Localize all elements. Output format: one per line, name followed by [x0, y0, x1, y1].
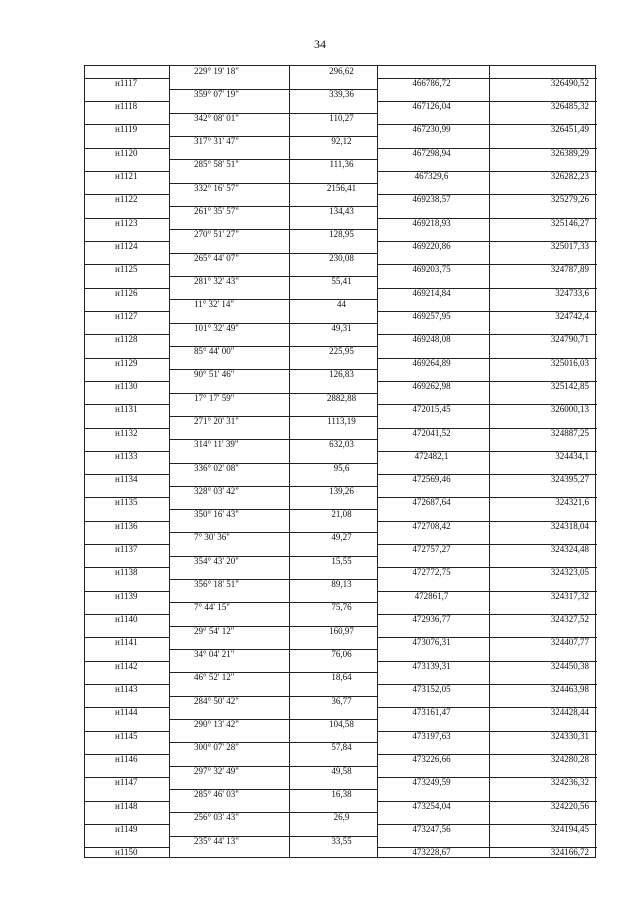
segment-distance: 76,06 — [331, 649, 352, 660]
point-name: н1139 — [115, 590, 138, 601]
y-coordinate: 324166,72 — [550, 847, 589, 858]
x-coordinate: 473197,63 — [412, 730, 451, 741]
segment-distance: 296,62 — [329, 66, 354, 76]
segment-angle: 270° 51' 27" — [194, 229, 239, 240]
x-coordinate: 472041,52 — [412, 427, 451, 438]
y-coordinate: 326000,13 — [550, 404, 589, 415]
segment-distance: 75,76 — [331, 602, 352, 613]
y-coordinate: 325279,26 — [550, 194, 589, 205]
y-coordinate: 326451,49 — [550, 124, 589, 135]
y-coordinate: 324742,4 — [555, 310, 589, 321]
x-coordinate: 472757,27 — [412, 544, 451, 555]
x-coordinate: 469214,84 — [412, 287, 451, 298]
point-name: н1131 — [115, 404, 138, 415]
point-name: н1148 — [115, 800, 138, 811]
point-name: н1141 — [115, 637, 138, 648]
point-name: н1143 — [115, 684, 138, 695]
segment-angle: 7° 44' 15" — [194, 602, 230, 613]
segment-angle: 29° 54' 12" — [194, 625, 235, 636]
segment-distance: 230,08 — [329, 252, 354, 263]
point-name: н1146 — [115, 754, 138, 765]
point-name: н1142 — [115, 660, 138, 671]
segment-distance: 134,43 — [329, 205, 354, 216]
segment-angle: 356° 18' 51" — [194, 579, 239, 590]
y-coordinate: 324236,32 — [550, 777, 589, 788]
point-name: н1136 — [115, 520, 138, 531]
x-coordinate: 473139,31 — [412, 660, 451, 671]
x-coordinate: 472569,46 — [412, 474, 451, 485]
y-coordinate: 324318,04 — [550, 520, 589, 531]
point-name: н1133 — [115, 450, 138, 461]
segment-angle: 271° 20' 31" — [194, 415, 239, 426]
point-name: н1137 — [115, 544, 138, 555]
point-name: н1126 — [115, 287, 138, 298]
y-coordinate: 324787,89 — [550, 264, 589, 275]
segment-angle: 90° 51' 46" — [194, 369, 235, 380]
segment-angle: 101° 32' 49" — [194, 322, 239, 333]
point-name: н1117 — [115, 77, 138, 88]
y-coordinate: 326389,29 — [550, 147, 589, 158]
x-coordinate: 469218,93 — [412, 217, 451, 228]
segment-angle: 281° 32' 43" — [194, 275, 239, 286]
y-coordinate: 324280,28 — [550, 754, 589, 765]
segment-distance: 110,27 — [329, 112, 354, 123]
segment-distance: 139,26 — [329, 485, 354, 496]
point-name: н1130 — [115, 380, 138, 391]
point-name: н1124 — [115, 240, 138, 251]
y-coordinate: 324323,05 — [550, 567, 589, 578]
y-coordinate: 324321,6 — [555, 497, 589, 508]
y-coordinate: 325017,33 — [550, 240, 589, 251]
point-name: н1145 — [115, 730, 138, 741]
segment-angle: 314° 11' 39" — [194, 439, 239, 450]
segment-angle: 317° 31' 47" — [194, 135, 239, 146]
segment-distance: 126,83 — [329, 369, 354, 380]
segment-angle: 17° 17' 59" — [194, 392, 235, 403]
y-coordinate: 326490,52 — [550, 77, 589, 88]
segment-distance: 128,95 — [329, 229, 354, 240]
segment-distance: 95,6 — [333, 462, 350, 473]
x-coordinate: 469220,86 — [412, 240, 451, 251]
segment-distance: 111,36 — [329, 159, 354, 170]
point-name: н1138 — [115, 567, 138, 578]
y-coordinate: 326282,23 — [550, 170, 589, 181]
x-coordinate: 472708,42 — [412, 520, 451, 531]
segment-distance: 225,95 — [329, 345, 354, 356]
x-coordinate: 467230,99 — [412, 124, 451, 135]
segment-angle: 11° 32' 14" — [194, 299, 235, 310]
x-coordinate: 469257,95 — [412, 310, 451, 321]
x-coordinate: 469203,75 — [412, 264, 451, 275]
segment-angle: 290° 13' 42" — [194, 719, 239, 730]
coordinates-table — [84, 65, 596, 858]
column-divider — [169, 66, 170, 857]
y-coordinate: 324450,38 — [550, 660, 589, 671]
segment-angle: 359° 07' 19" — [194, 89, 239, 100]
segment-angle: 297° 32' 49" — [194, 765, 239, 776]
y-coordinate: 324434,1 — [555, 450, 589, 461]
x-coordinate: 473249,59 — [412, 777, 451, 788]
x-coordinate: 472772,75 — [412, 567, 451, 578]
y-coordinate: 324463,98 — [550, 684, 589, 695]
segment-angle: 7° 30' 36" — [194, 532, 230, 543]
segment-angle: 235° 44' 13" — [194, 835, 239, 846]
point-name: н1125 — [115, 264, 138, 275]
segment-distance: 339,36 — [329, 89, 354, 100]
segment-distance: 104,58 — [329, 719, 354, 730]
x-coordinate: 469238,57 — [412, 194, 451, 205]
y-coordinate: 324330,31 — [550, 730, 589, 741]
segment-angle: 285° 58' 51" — [194, 159, 239, 170]
point-name: н1120 — [115, 147, 138, 158]
segment-angle: 336° 02' 08" — [194, 462, 239, 473]
y-coordinate: 324327,52 — [550, 614, 589, 625]
y-coordinate: 324324,48 — [550, 544, 589, 555]
y-coordinate: 324395,27 — [550, 474, 589, 485]
x-coordinate: 473247,56 — [412, 824, 451, 834]
segment-distance: 92,12 — [331, 135, 352, 146]
segment-distance: 16,38 — [331, 789, 352, 800]
x-coordinate: 469248,08 — [412, 334, 451, 345]
segment-distance: 160,97 — [329, 625, 354, 636]
segment-angle: 256° 03' 43" — [194, 812, 239, 823]
y-coordinate: 325142,85 — [550, 380, 589, 391]
page-number: 34 — [314, 37, 326, 51]
segment-distance: 36,77 — [331, 695, 352, 706]
point-name: н1144 — [115, 707, 138, 718]
point-name: н1135 — [115, 497, 138, 508]
point-name: н1123 — [115, 217, 138, 228]
y-coordinate: 326485,32 — [550, 100, 589, 111]
segment-angle: 265° 44' 07" — [194, 252, 239, 263]
y-coordinate: 324428,44 — [550, 707, 589, 718]
point-name: н1132 — [115, 427, 138, 438]
segment-distance: 2156,41 — [326, 182, 357, 193]
segment-distance: 49,27 — [331, 532, 352, 543]
x-coordinate: 473161,47 — [412, 707, 451, 718]
x-coordinate: 472015,45 — [412, 404, 451, 415]
segment-angle: 85° 44' 00" — [194, 345, 235, 356]
y-coordinate: 324220,56 — [550, 800, 589, 811]
point-name: н1127 — [115, 310, 138, 321]
segment-distance: 57,84 — [331, 742, 352, 753]
segment-distance: 15,55 — [331, 555, 352, 566]
x-coordinate: 472482,1 — [414, 450, 449, 461]
x-coordinate: 473226,66 — [412, 754, 451, 765]
segment-distance: 26,9 — [333, 812, 350, 823]
segment-angle: 328° 03' 42" — [194, 485, 239, 496]
x-coordinate: 473228,67 — [412, 847, 451, 858]
y-coordinate: 325146,27 — [550, 217, 589, 228]
segment-distance: 33,55 — [331, 835, 352, 846]
x-coordinate: 472687,64 — [412, 497, 451, 508]
point-name: н1118 — [115, 100, 138, 111]
x-coordinate: 469262,98 — [412, 380, 451, 391]
x-coordinate: 472861,7 — [414, 590, 449, 601]
point-name: н1122 — [115, 194, 138, 205]
segment-angle: 261° 35' 57" — [194, 205, 239, 216]
y-coordinate: 324790,71 — [550, 334, 589, 345]
y-coordinate: 324887,25 — [550, 427, 589, 438]
x-coordinate: 469264,89 — [412, 357, 451, 368]
segment-distance: 89,13 — [331, 579, 352, 590]
point-name: н1149 — [115, 824, 138, 834]
point-name: н1134 — [115, 474, 138, 485]
x-coordinate: 473076,31 — [412, 637, 451, 648]
segment-angle: 285° 46' 03" — [194, 789, 239, 800]
segment-distance: 21,08 — [331, 509, 352, 520]
segment-distance: 632,03 — [329, 439, 354, 450]
segment-distance: 55,41 — [331, 275, 352, 286]
y-coordinate: 324407,77 — [550, 637, 589, 648]
x-coordinate: 467126,04 — [412, 100, 451, 111]
segment-angle: 229° 19' 18" — [194, 66, 239, 76]
segment-angle: 354° 43' 20" — [194, 555, 239, 566]
x-coordinate: 467298,94 — [412, 147, 451, 158]
x-coordinate: 466786,72 — [412, 77, 451, 88]
segment-angle: 34° 04' 21" — [194, 649, 235, 660]
x-coordinate: 473254,04 — [412, 800, 451, 811]
point-name: н1147 — [115, 777, 138, 788]
point-name: н1119 — [115, 124, 138, 135]
point-name: н1129 — [115, 357, 138, 368]
x-coordinate: 472936,77 — [412, 614, 451, 625]
segment-angle: 342° 08' 01" — [194, 112, 239, 123]
segment-angle: 284° 50' 42" — [194, 695, 239, 706]
point-name: н1128 — [115, 334, 138, 345]
segment-distance: 18,64 — [331, 672, 352, 683]
y-coordinate: 324194,45 — [550, 824, 589, 834]
point-name: н1150 — [115, 847, 138, 858]
segment-distance: 2882,88 — [326, 392, 357, 403]
column-divider — [289, 66, 290, 857]
segment-angle: 332° 16' 57" — [194, 182, 239, 193]
y-coordinate: 324733,6 — [555, 287, 589, 298]
segment-angle: 300° 07' 28" — [194, 742, 239, 753]
segment-distance: 1113,19 — [327, 415, 356, 426]
y-coordinate: 324317,32 — [550, 590, 589, 601]
segment-distance: 44 — [337, 299, 346, 310]
point-name: н1140 — [115, 614, 138, 625]
x-coordinate: 473152,05 — [412, 684, 451, 695]
y-coordinate: 325016,03 — [550, 357, 589, 368]
point-name: н1121 — [115, 170, 138, 181]
x-coordinate: 467329,6 — [414, 170, 449, 181]
segment-distance: 49,31 — [331, 322, 352, 333]
segment-angle: 350° 16' 43" — [194, 509, 239, 520]
segment-angle: 46° 52' 12" — [194, 672, 235, 683]
segment-distance: 49,58 — [331, 765, 352, 776]
